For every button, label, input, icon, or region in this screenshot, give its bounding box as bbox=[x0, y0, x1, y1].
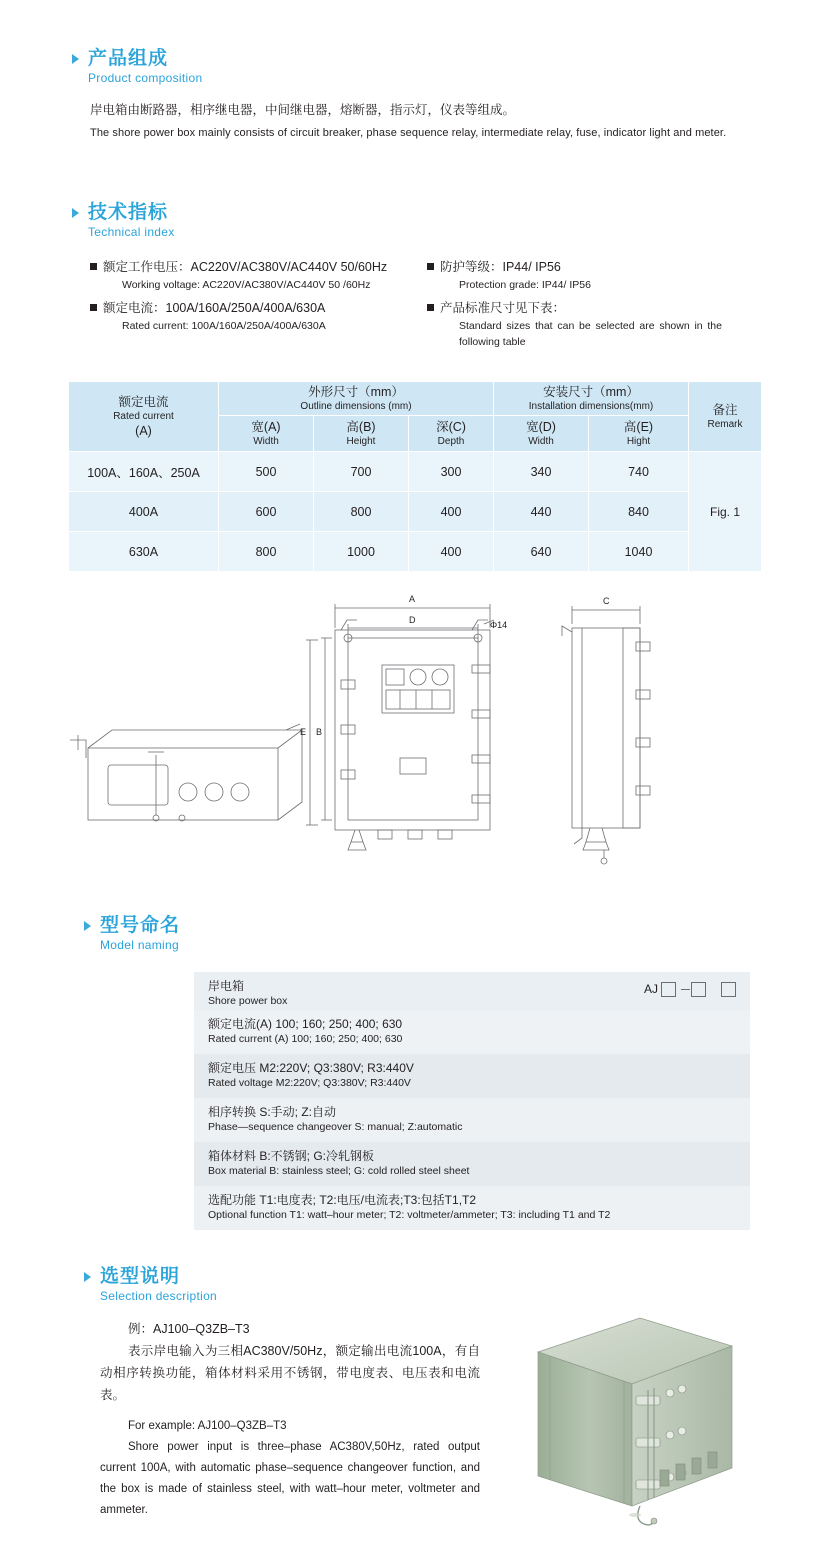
section-title-en: Technical index bbox=[88, 225, 175, 239]
model-row-en: Phase—sequence changeover S: manual; Z:automatic bbox=[208, 1121, 463, 1133]
model-row-cn: 额定电流(A) 100; 160; 250; 400; 630 bbox=[208, 1017, 403, 1031]
model-row-cn: 选配功能 T1:电度表; T2:电压/电流表;T3:包括T1,T2 bbox=[208, 1193, 477, 1207]
code-dash bbox=[681, 989, 690, 990]
triangle-bullet-icon bbox=[84, 1272, 91, 1282]
product-composition-en-text: The shore power box mainly consists of circuit breaker, phase sequence relay, intermediate relay, fuse, indicator light and meter. bbox=[90, 127, 727, 139]
header-sub-depth-c: 深(C) Depth bbox=[409, 416, 494, 452]
tech-index-right-column bbox=[427, 258, 757, 350]
cell-height-b: 700 bbox=[314, 452, 409, 492]
section-title-cn: 技术指标 bbox=[88, 202, 169, 223]
label-e: E bbox=[300, 727, 307, 737]
model-row-box-material bbox=[194, 1142, 750, 1186]
square-bullet-icon bbox=[427, 304, 434, 311]
label-b: B bbox=[316, 727, 323, 737]
header-rated-current-en: Rated current bbox=[113, 411, 174, 422]
header-outline-cn: 外形尺寸（mm） bbox=[308, 385, 404, 399]
header-install-en: Installation dimensions(mm) bbox=[528, 401, 654, 412]
cell-height-e: 1040 bbox=[589, 532, 689, 572]
section-heading-model-naming bbox=[84, 915, 180, 953]
label-c: C bbox=[603, 596, 610, 606]
cell-width-d: 440 bbox=[494, 492, 589, 532]
table-row bbox=[69, 492, 762, 532]
tech-item-voltage: 额定工作电压：AC220V/AC380V/AC440V 50/60Hz bbox=[90, 258, 410, 277]
header-remark-en: Remark bbox=[707, 419, 743, 430]
model-row-shore-power-box bbox=[194, 972, 750, 1010]
cell-current: 630A bbox=[69, 532, 219, 572]
product-composition-cn-text: 岸电箱由断路器，相序继电器，中间继电器，熔断器，指示灯，仪表等组成。 bbox=[90, 103, 516, 117]
tech-item-current: 额定电流：100A/160A/250A/400A/630A bbox=[90, 299, 410, 318]
cell-height-b: 800 bbox=[314, 492, 409, 532]
model-row-en: Optional function T1: watt–hour meter; T2: voltmeter/ammeter; T3: including T1 and T2 bbox=[208, 1209, 611, 1221]
model-row-phase-changeover bbox=[194, 1098, 750, 1142]
cell-height-b: 1000 bbox=[314, 532, 409, 572]
cell-current: 400A bbox=[69, 492, 219, 532]
cell-width-d: 340 bbox=[494, 452, 589, 492]
technical-drawing-group bbox=[60, 580, 780, 870]
cell-width-a: 800 bbox=[219, 532, 314, 572]
header-outline-dimensions bbox=[219, 382, 494, 416]
cell-depth-c: 400 bbox=[409, 532, 494, 572]
cell-remark: Fig. 1 bbox=[689, 452, 762, 572]
square-bullet-icon bbox=[90, 304, 97, 311]
section-title-en: Model naming bbox=[100, 938, 179, 952]
tech-item-sizes: 产品标准尺寸见下表： bbox=[427, 299, 757, 318]
triangle-bullet-icon bbox=[84, 921, 91, 931]
header-outline-en: Outline dimensions (mm) bbox=[300, 401, 412, 412]
drawing-front-view bbox=[306, 604, 494, 850]
drawing-svg bbox=[60, 580, 780, 870]
table-header-row-1 bbox=[69, 382, 762, 416]
header-install-cn: 安装尺寸（mm） bbox=[543, 385, 639, 399]
tech-item-sizes-en: Standard sizes that can be selected are shown in the following table bbox=[459, 320, 722, 348]
cell-height-e: 840 bbox=[589, 492, 689, 532]
tech-index-left-column bbox=[90, 258, 410, 334]
model-code-prefix: AJ bbox=[643, 982, 658, 996]
product-photo bbox=[520, 1310, 750, 1530]
header-rated-current bbox=[69, 382, 219, 452]
triangle-bullet-icon bbox=[72, 208, 79, 218]
model-row-rated-current bbox=[194, 1010, 750, 1054]
header-install-dimensions bbox=[494, 382, 689, 416]
header-sub-width-d: 宽(D) Width bbox=[494, 416, 589, 452]
model-code-group bbox=[644, 982, 736, 997]
spec-table bbox=[68, 381, 762, 572]
model-row-en: Rated current (A) 100; 160; 250; 400; 630 bbox=[208, 1033, 403, 1045]
code-box-2 bbox=[691, 982, 706, 997]
model-row-en: Rated voltage M2:220V; Q3:380V; R3:440V bbox=[208, 1077, 411, 1089]
section-title-cn: 产品组成 bbox=[88, 48, 169, 69]
section-heading-selection-description bbox=[84, 1266, 217, 1304]
model-row-cn: 额定电压 M2:220V; Q3:380V; R3:440V bbox=[208, 1061, 414, 1075]
code-box-1 bbox=[661, 982, 676, 997]
model-row-rated-voltage bbox=[194, 1054, 750, 1098]
table-row bbox=[69, 532, 762, 572]
label-a: A bbox=[409, 594, 416, 604]
model-row-en: Shore power box bbox=[208, 995, 288, 1007]
spec-table-container bbox=[68, 381, 762, 572]
example-cn: 例：AJ100–Q3ZB–T3 bbox=[128, 1322, 250, 1336]
section-title-en: Selection description bbox=[100, 1289, 218, 1303]
model-row-cn: 岸电箱 bbox=[208, 979, 245, 993]
drawing-side-view bbox=[562, 606, 650, 864]
example-en: For example: AJ100–Q3ZB–T3 bbox=[128, 1420, 287, 1432]
tech-item-current-en: Rated current: 100A/160A/250A/400A/630A bbox=[122, 320, 326, 332]
header-sub-height-b: 高(B) Height bbox=[314, 416, 409, 452]
cell-current: 100A、160A、250A bbox=[69, 452, 219, 492]
cell-depth-c: 400 bbox=[409, 492, 494, 532]
code-box-3 bbox=[721, 982, 736, 997]
header-remark-cn: 备注 bbox=[712, 403, 738, 417]
cell-width-d: 640 bbox=[494, 532, 589, 572]
header-remark bbox=[689, 382, 762, 452]
section-heading-technical-index bbox=[72, 202, 175, 240]
header-rated-current-cn: 额定电流 bbox=[118, 395, 169, 409]
cell-height-e: 740 bbox=[589, 452, 689, 492]
model-row-cn: 箱体材料 B:不锈钢; G:冷轧钢板 bbox=[208, 1149, 375, 1163]
selection-description-text bbox=[100, 1318, 480, 1521]
cell-width-a: 600 bbox=[219, 492, 314, 532]
label-hole-diameter: Φ14 bbox=[490, 620, 508, 630]
shore-power-box-illustration bbox=[520, 1310, 750, 1530]
table-row bbox=[69, 452, 762, 492]
model-naming-block bbox=[194, 972, 750, 1230]
section-title-cn: 选型说明 bbox=[100, 1266, 181, 1287]
cell-depth-c: 300 bbox=[409, 452, 494, 492]
header-rated-current-unit: (A) bbox=[135, 424, 152, 438]
drawing-top-view bbox=[70, 724, 302, 821]
paragraph-en: Shore power input is three–phase AC380V,50Hz, rated output current 100A, with automatic phase–sequence changeover function, and the box is made of stainless steel, with watt–hour meter, voltmeter and ammeter. bbox=[100, 1441, 480, 1516]
tech-item-protection-en: Protection grade: IP44/ IP56 bbox=[459, 279, 591, 291]
label-d: D bbox=[409, 615, 416, 625]
tech-item-protection: 防护等级：IP44/ IP56 bbox=[427, 258, 757, 277]
tech-item-voltage-en: Working voltage: AC220V/AC380V/AC440V 50 /60Hz bbox=[122, 279, 371, 291]
square-bullet-icon bbox=[90, 263, 97, 270]
section-heading-product-composition bbox=[72, 48, 202, 86]
section-title-cn: 型号命名 bbox=[100, 915, 181, 936]
header-sub-width-a: 宽(A) Width bbox=[219, 416, 314, 452]
cell-width-a: 500 bbox=[219, 452, 314, 492]
paragraph-cn: 表示岸电输入为三相AC380V/50Hz，额定输出电流100A，有自动相序转换功能，箱体材料采用不锈钢，带电度表、电压表和电流表。 bbox=[100, 1344, 480, 1402]
section-title-en: Product composition bbox=[88, 71, 203, 85]
model-row-cn: 相序转换 S:手动; Z:自动 bbox=[208, 1105, 337, 1119]
square-bullet-icon bbox=[427, 263, 434, 270]
triangle-bullet-icon bbox=[72, 54, 79, 64]
header-sub-height-e: 高(E) Hight bbox=[589, 416, 689, 452]
model-row-en: Box material B: stainless steel; G: cold rolled steel sheet bbox=[208, 1165, 470, 1177]
model-row-optional-function bbox=[194, 1186, 750, 1230]
